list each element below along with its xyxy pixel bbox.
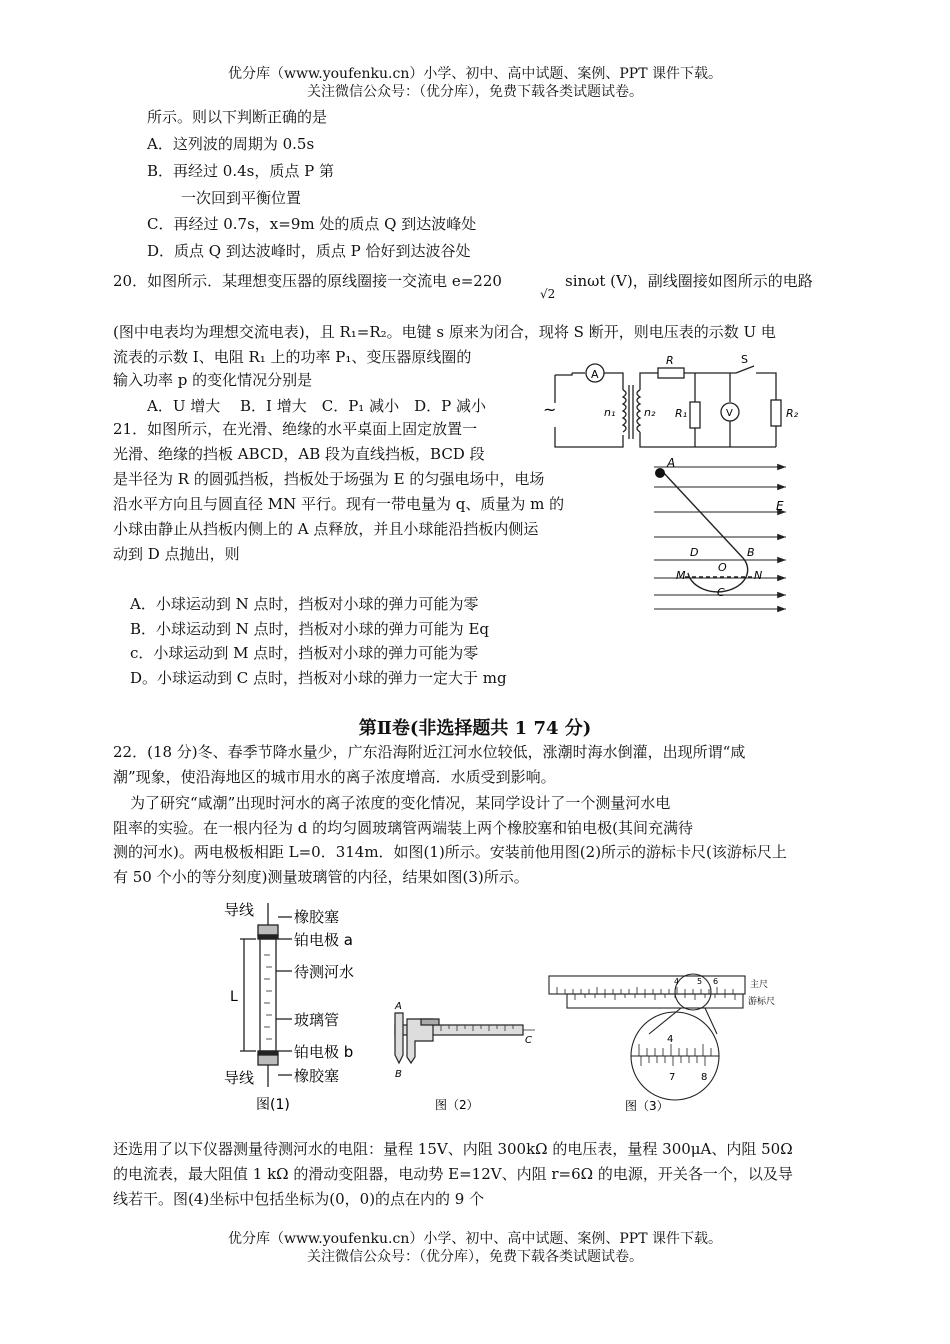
- q21-option-c: c．小球运动到 M 点时，挡板对小球的弹力可能为零: [130, 644, 479, 662]
- ammeter-label: A: [591, 368, 599, 381]
- q19-option-a: A．这列波的周期为 0.5s: [147, 135, 315, 153]
- point-n-label: N: [754, 569, 763, 582]
- q19-option-b: B．再经过 0.4s，质点 P 第: [147, 162, 334, 180]
- footer-line-2: 关注微信公众号：（优分库），免费下载各类试题试卷。: [307, 1249, 643, 1265]
- wire-top-label: 导线: [224, 901, 255, 919]
- q19-option-d: D．质点 Q 到达波峰时，质点 P 恰好到达波谷处: [147, 242, 471, 260]
- length-l-label: L: [230, 989, 238, 1005]
- header-line-1: 优分库（www.youfenku.cn）小学、初中、高中试题、案例、PPT 课件下载。: [227, 66, 722, 82]
- glass-tube-label: 玻璃管: [294, 1011, 340, 1029]
- caliper-c-label: C: [525, 1035, 532, 1046]
- q22-after-line-2: 的电流表，最大阻值 1 kΩ 的滑动变阻器，电动势 E=12V、内阻 r=6Ω 的电源，开关各一个，以及导: [113, 1165, 793, 1183]
- point-m-label: M: [676, 569, 686, 582]
- point-a-label: A: [667, 456, 676, 470]
- q20-line-4: 输入功率 p 的变化情况分别是: [113, 371, 313, 389]
- ac-source-symbol: ~: [543, 400, 557, 419]
- q20-line-1a: 20．如图所示．某理想变压器的原线圈接一交流电 e=220: [113, 272, 502, 290]
- figure-1-caption: 图(1): [256, 1097, 290, 1113]
- figure-3-caption: 图（3）: [625, 1099, 669, 1113]
- point-b-label: B: [747, 546, 755, 559]
- q20-line-3: 流表的示数 I、电阻 R₁ 上的功率 P₁、变压器原线圈的: [113, 348, 472, 366]
- caliper-b-label: B: [395, 1069, 402, 1080]
- point-c-label: C: [717, 586, 725, 599]
- plug-bottom-label: 橡胶塞: [294, 1067, 340, 1085]
- electric-field-figure: [648, 455, 793, 615]
- water-label: 待测河水: [294, 963, 355, 981]
- q21-line-6: 动到 D 点抛出，则: [113, 545, 240, 563]
- q22-line-5: 测的河水)。两电极板相距 L=0．314m．如图(1)所示。安装前他用图(2)所示的游标卡尺(该游标尺上: [113, 843, 787, 861]
- q20-line-1b: sinωt (V)，副线圈接如图所示的电路: [565, 272, 813, 290]
- main-scale-label: 主尺: [750, 980, 769, 990]
- main-scale-num-5: 5: [697, 977, 703, 986]
- section-title: 第Ⅱ卷(非选择题共 1 74 分): [358, 718, 592, 739]
- q22-after-line-1: 还选用了以下仪器测量待测河水的电阻：量程 15V、内阻 300kΩ 的电压表，量程 300μA、内阻 50Ω: [113, 1140, 793, 1158]
- q22-line-2: 潮”现象，使沿海地区的城市用水的离子浓度增高．水质受到影响。: [113, 768, 556, 786]
- electrode-b-label: 铂电极 b: [294, 1043, 354, 1061]
- figure-2-caption: 图（2）: [435, 1098, 479, 1112]
- center-o-label: O: [718, 561, 727, 574]
- q22-line-3: 为了研究“咸潮”出现时河水的离子浓度的变化情况，某同学设计了一个测量河水电: [130, 794, 671, 812]
- main-scale-num-4: 4: [674, 977, 680, 986]
- q19-option-b-cont: 一次回到平衡位置: [181, 189, 302, 207]
- q21-option-b: B．小球运动到 N 点时，挡板对小球的弹力可能为 Eq: [130, 620, 490, 638]
- r1-label: R₁: [675, 407, 688, 420]
- q21-option-d: D。小球运动到 C 点时，挡板对小球的弹力一定大于 mg: [130, 669, 507, 687]
- q21-line-1: 21．如图所示，在光滑、绝缘的水平桌面上固定放置一: [113, 420, 478, 438]
- q22-line-1: 22．(18 分)冬、春季节降水量少，广东沿海附近江河水位较低，涨潮时海水倒灌，出现所谓“咸: [113, 743, 746, 761]
- q20-line-2: (图中电表均为理想交流电表)，且 R₁=R₂。电键 s 原来为闭合，现将 S 断开，则电压表的示数 U 电: [113, 323, 776, 341]
- q21-line-5: 小球由静止从挡板内侧上的 A 点释放，并且小球能沿挡板内侧运: [113, 520, 539, 538]
- vernier-scale-label: 游标尺: [748, 997, 776, 1007]
- q22-line-4: 阻率的实验。在一根内径为 d 的均匀圆玻璃管两端装上两个橡胶塞和铂电极(其间充满待: [113, 819, 693, 837]
- voltmeter-label: V: [726, 408, 733, 419]
- q19-option-c: C．再经过 0.7s，x=9m 处的质点 Q 到达波峰处: [147, 215, 477, 233]
- figure-2-vernier-caliper: [385, 1001, 545, 1115]
- figure-3-scale-reading: [545, 970, 795, 1118]
- plug-top-label: 橡胶塞: [294, 908, 340, 926]
- q21-line-3: 是半径为 R 的圆弧挡板，挡板处于场强为 E 的匀强电场中，电场: [113, 470, 545, 488]
- caliper-a-label: A: [395, 1001, 402, 1012]
- zoom-num-7: 7: [669, 1072, 676, 1083]
- switch-label: S: [741, 353, 748, 366]
- footer-line-1: 优分库（www.youfenku.cn）小学、初中、高中试题、案例、PPT 课件下载。: [227, 1231, 722, 1247]
- zoom-num-8: 8: [701, 1072, 708, 1083]
- q20-sqrt2: √2: [540, 287, 556, 301]
- q22-line-6: 有 50 个小的等分刻度)测量玻璃管的内径，结果如图(3)所示。: [113, 868, 529, 886]
- q21-option-a: A．小球运动到 N 点时，挡板对小球的弹力可能为零: [130, 595, 479, 613]
- main-scale-num-6: 6: [713, 977, 719, 986]
- electrode-a-label: 铂电极 a: [294, 931, 353, 949]
- q20-options: A．U 增大 B．I 增大 C．P₁ 减小 D．P 减小: [147, 397, 486, 415]
- q22-after-line-3: 线若干。图(4)坐标中包括坐标为(0，0)的点在内的 9 个: [113, 1190, 485, 1208]
- point-d-label: D: [690, 546, 699, 559]
- header-line-2: 关注微信公众号：（优分库），免费下载各类试题试卷。: [307, 84, 643, 100]
- n2-label: n₂: [644, 406, 656, 419]
- figure-1-glass-tube: [220, 895, 380, 1120]
- field-e-label: E: [776, 499, 784, 513]
- wire-bottom-label: 导线: [224, 1069, 255, 1087]
- zoom-num-4: 4: [667, 1034, 674, 1045]
- q21-line-2: 光滑、绝缘的挡板 ABCD，AB 段为直线挡板，BCD 段: [113, 445, 485, 463]
- resistor-r-label: R: [666, 354, 674, 367]
- q21-line-4: 沿水平方向且与圆直径 MN 平行。现有一带电量为 q、质量为 m 的: [113, 495, 565, 513]
- q19-stem: 所示。则以下判断正确的是: [147, 108, 328, 126]
- r2-label: R₂: [786, 407, 799, 420]
- n1-label: n₁: [604, 406, 616, 419]
- transformer-circuit-figure: [540, 355, 825, 465]
